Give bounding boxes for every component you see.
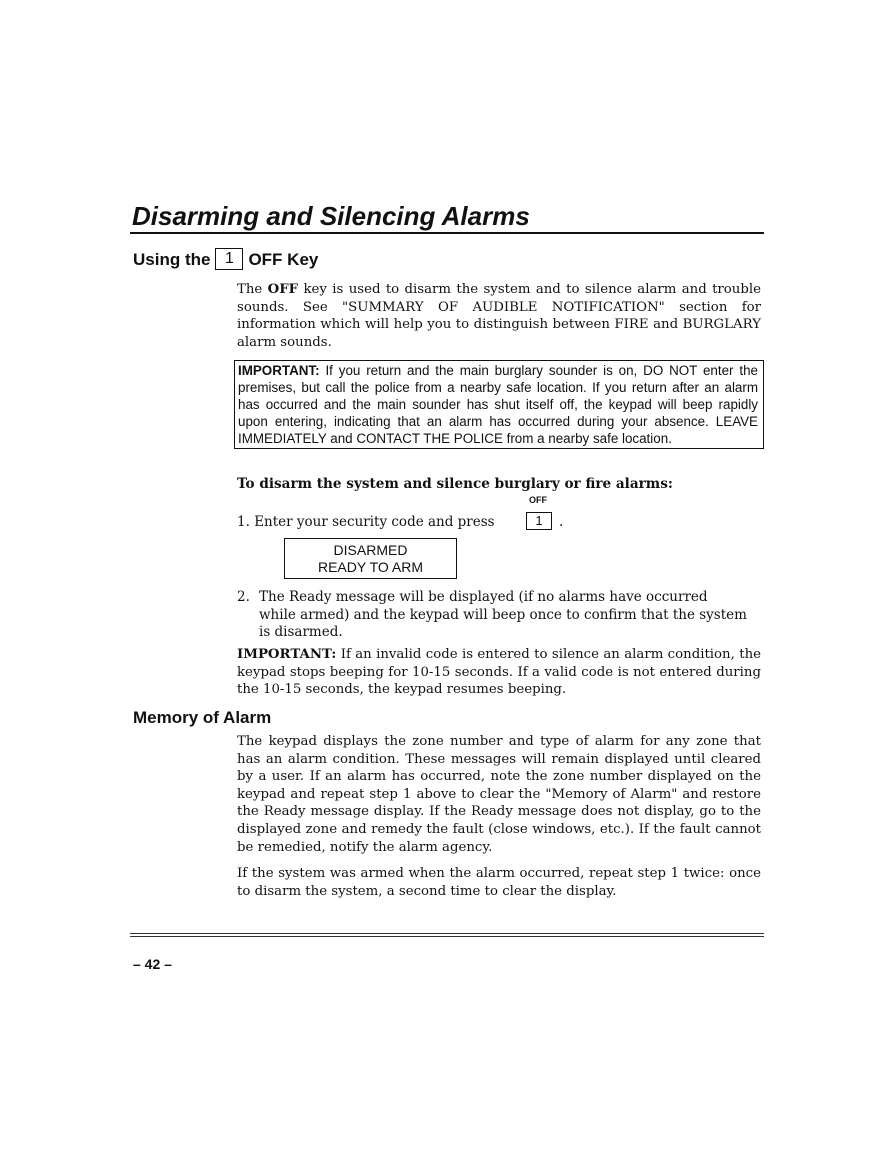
memory-paragraph-2: If the system was armed when the alarm occurred, repeat step 1 twice: once to disarm the system, a second time to clear the display. (237, 866, 761, 899)
section-heading-memory: Memory of Alarm (133, 708, 272, 727)
step-1-text: Enter your security code and press (254, 514, 495, 530)
heading-prefix: Using the (133, 250, 211, 269)
off-key-label: OFF (529, 495, 547, 505)
display-line-1: DISARMED (333, 542, 408, 558)
step-2 (237, 589, 747, 642)
procedure-heading: To disarm the system and silence burglary or fire alarms: (237, 476, 673, 492)
important-note-label: IMPORTANT: (237, 647, 337, 662)
step-1-period: . (559, 514, 564, 530)
step-2-text: The Ready message will be displayed (if no alarms have occurred while armed) and the keypad will beep once to confirm that the system is disarmed. (259, 589, 747, 641)
page-title: Disarming and Silencing Alarms (132, 201, 530, 231)
display-line-2: READY TO ARM (317, 559, 424, 575)
off-key-bold: OFF (267, 282, 299, 297)
key-1-box: 1 (215, 248, 243, 270)
heading-suffix: OFF Key (248, 250, 319, 269)
step-2-number: 2. (237, 589, 250, 605)
title-rule (130, 232, 764, 234)
important-text: If you return and the main burglary sounder is on, DO NOT enter the premises, but call the police from a nearby safe location. If you return after an alarm has occurred and the main sounder has shut itself off, the keypad will beep rapidly upon entering, indicating that an alarm has occurred during your absence. LEAVE IMMEDIATELY and CONTACT THE POLICE from a nearby safe location. (238, 363, 758, 446)
step-1-number: 1. (237, 514, 250, 530)
section-heading-off-key (133, 249, 318, 272)
page-number: – 42 – (133, 956, 172, 972)
intro-paragraph: The OFF key is used to disarm the system and to silence alarm and trouble sounds. See "SUMMARY OF AUDIBLE NOTIFICATION" section for information which will help you to distinguish between FIRE and BURGLARY alarm sounds. (237, 282, 761, 350)
footer-rule (130, 933, 764, 937)
important-label: IMPORTANT: (238, 363, 320, 378)
important-note (237, 646, 761, 699)
memory-paragraph-1: The keypad displays the zone number and type of alarm for any zone that has an alarm condition. These messages will remain displayed until cleared by a user. If an alarm has occurred, note the zone number displayed on the keypad and repeat step 1 above to clear the "Memory of Alarm" and restore the Ready message display. If the Ready message does not display, go to the displayed zone and remedy the fault (close windows, etc.). If the fault cannot be remedied, notify the alarm agency. (237, 734, 761, 855)
keypad-display (284, 538, 457, 579)
off-key-box: 1 (526, 512, 552, 530)
important-warning-box (234, 360, 764, 449)
important-note-text: If an invalid code is entered to silence an alarm condition, the keypad stops beeping for 10-15 seconds. If a valid code is not entered during the 10-15 seconds, the keypad resumes beeping. (237, 647, 761, 698)
step-1 (237, 513, 495, 531)
